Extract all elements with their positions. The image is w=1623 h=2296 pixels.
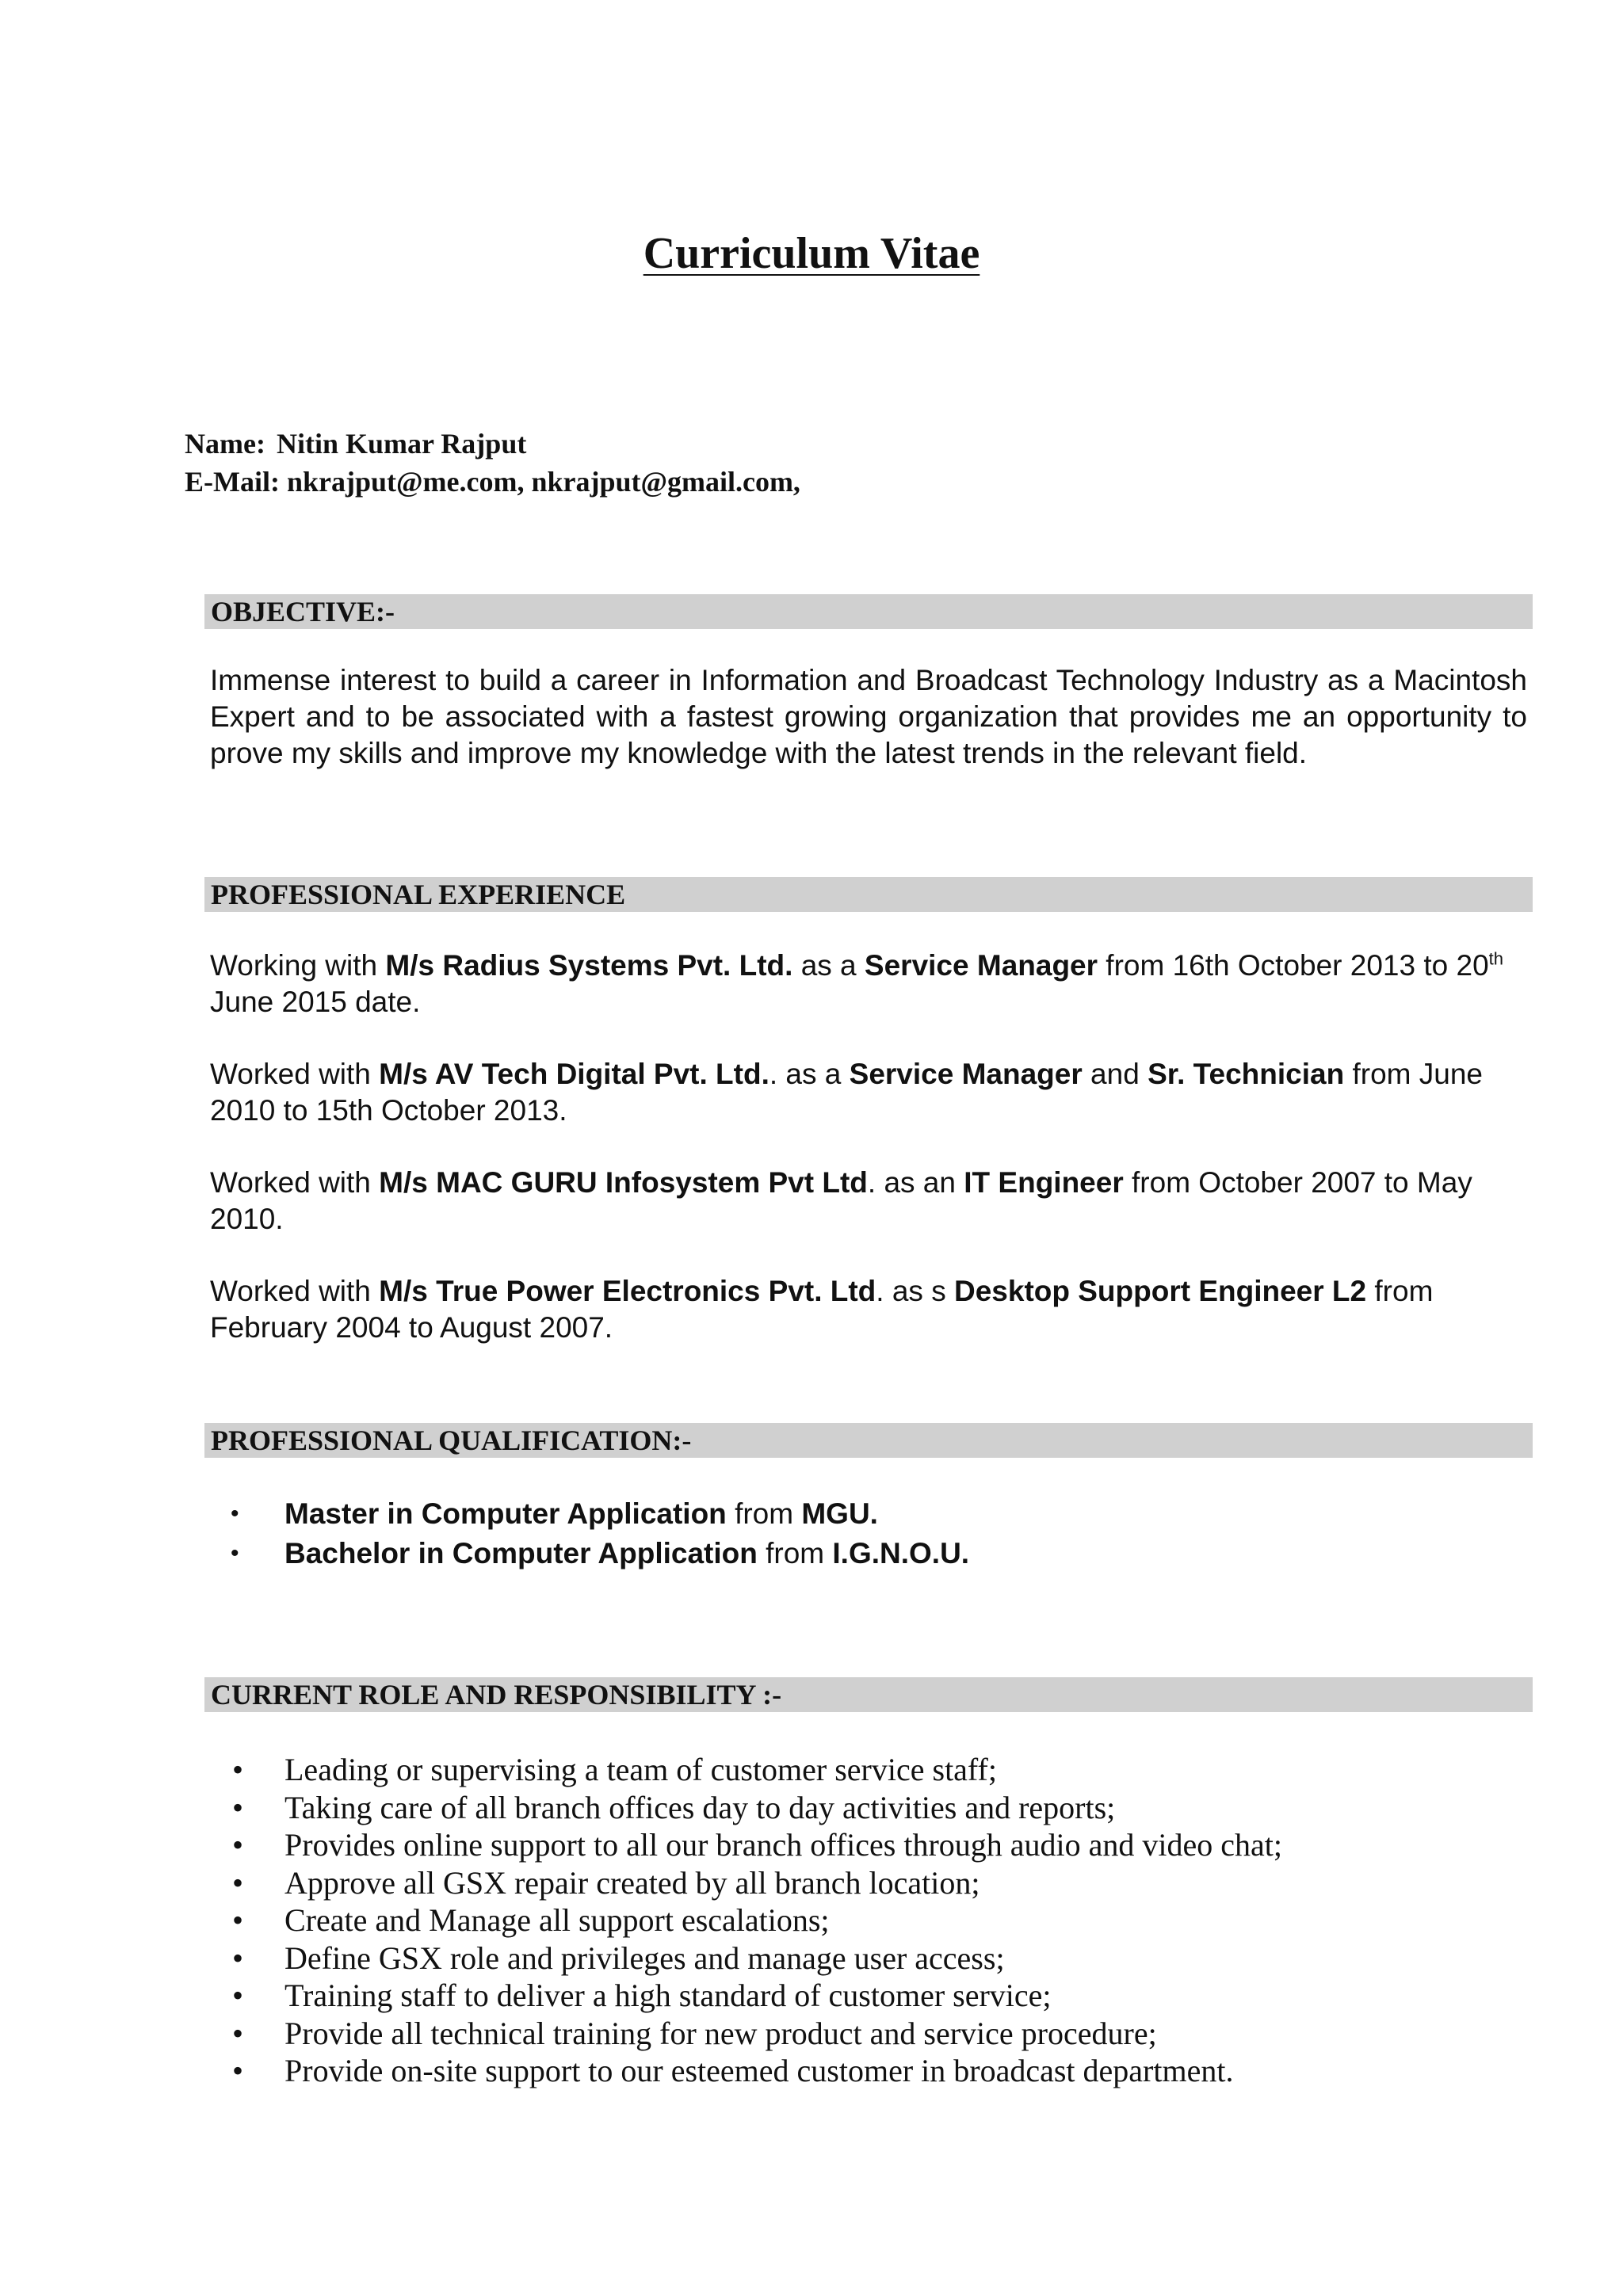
- objective-heading: OBJECTIVE:-: [204, 594, 1533, 629]
- experience-text: from 16th October 2013 to: [1098, 949, 1457, 982]
- list-item: [210, 1494, 1526, 1534]
- list-item: [210, 1826, 1526, 1864]
- bullet-icon: •: [232, 1789, 244, 1825]
- company-name: M/s Radius Systems Pvt. Ltd.: [385, 949, 793, 982]
- experience-text: Worked with: [210, 1166, 380, 1199]
- experience-text: 20: [1456, 949, 1489, 982]
- university-name: I.G.N.O.U.: [832, 1537, 970, 1569]
- name-row: [185, 425, 800, 463]
- experience-text: from October 2007 to May 2010.: [210, 1166, 1472, 1235]
- responsibility-heading: CURRENT ROLE AND RESPONSIBILITY :-: [204, 1677, 1533, 1712]
- bullet-icon: •: [232, 1902, 244, 1938]
- list-item: [210, 1901, 1526, 1939]
- experience-item: [210, 1273, 1527, 1346]
- qualification-heading: PROFESSIONAL QUALIFICATION:-: [204, 1423, 1533, 1458]
- experience-text: from February 2004 to August 2007.: [210, 1275, 1434, 1344]
- name-label: Name:: [185, 428, 265, 460]
- job-role: IT Engineer: [964, 1166, 1124, 1199]
- list-item: [210, 2015, 1526, 2053]
- bullet-icon: •: [232, 2053, 244, 2088]
- responsibility-text: Training staff to deliver a high standard of customer service;: [285, 1978, 1052, 2013]
- email-label: E-Mail:: [185, 466, 280, 498]
- job-role: Service Manager: [864, 949, 1098, 982]
- qualification-list: [210, 1494, 1526, 1573]
- objective-text: Immense interest to build a career in Information and Broadcast Technology Industry as a Macintosh Expert and to be associated with a fastest growing organization that provides me an opportunity to prove my skills and improve my knowledge with the latest trends in the relevant field.: [210, 664, 1527, 769]
- qualification-text: from: [757, 1537, 833, 1569]
- list-item: [210, 1789, 1526, 1827]
- bullet-icon: •: [232, 2015, 244, 2051]
- degree-name: Master in Computer Application: [285, 1497, 727, 1530]
- bullet-icon: •: [232, 1939, 244, 1976]
- bullet-icon: •: [232, 1978, 244, 2013]
- bullet-icon: •: [231, 1501, 239, 1527]
- company-name: M/s AV Tech Digital Pvt. Ltd.: [379, 1058, 769, 1090]
- list-item: [210, 1534, 1526, 1573]
- experience-text: . as an: [867, 1166, 964, 1199]
- ordinal-suffix: th: [1488, 948, 1504, 969]
- bullet-icon: •: [232, 1752, 244, 1787]
- company-name: M/s MAC GURU Infosystem Pvt Ltd: [379, 1166, 868, 1199]
- qualification-text: from: [726, 1497, 802, 1530]
- bullet-icon: •: [232, 1827, 244, 1863]
- responsibility-text: Provide all technical training for new product and service procedure;: [285, 2015, 1157, 2051]
- experience-text: June 2015 date.: [210, 986, 421, 1018]
- experience-item: [210, 1165, 1527, 1238]
- responsibility-list: [210, 1751, 1526, 2090]
- experience-text: . as a: [769, 1058, 850, 1090]
- responsibility-text: Create and Manage all support escalations;: [285, 1902, 830, 1938]
- experience-item: [210, 1056, 1527, 1129]
- document-title-text: Curriculum Vitae: [643, 229, 980, 278]
- bullet-icon: •: [231, 1540, 239, 1566]
- degree-name: Bachelor in Computer Application: [285, 1537, 758, 1569]
- job-role: Sr. Technician: [1148, 1058, 1345, 1090]
- experience-text: and: [1082, 1058, 1148, 1090]
- experience-text: as a: [792, 949, 865, 982]
- list-item: [210, 1939, 1526, 1978]
- responsibility-text: Approve all GSX repair created by all branch location;: [285, 1864, 980, 1901]
- email-row: [185, 463, 800, 501]
- document-title: [0, 231, 1623, 276]
- email-value: nkrajput@me.com, nkrajput@gmail.com,: [286, 466, 800, 498]
- experience-text: from June 2010 to 15th October 2013.: [210, 1058, 1483, 1127]
- list-item: [210, 2052, 1526, 2090]
- name-value: Nitin Kumar Rajput: [276, 428, 527, 460]
- responsibility-text: Taking care of all branch offices day to day activities and reports;: [285, 1789, 1116, 1825]
- experience-heading: PROFESSIONAL EXPERIENCE: [204, 877, 1533, 912]
- experience-text: . as s: [876, 1275, 954, 1307]
- responsibility-text: Provides online support to all our branch offices through audio and video chat;: [285, 1827, 1282, 1863]
- experience-text: Worked with: [210, 1275, 380, 1307]
- bullet-icon: •: [232, 1864, 244, 1901]
- responsibility-text: Define GSX role and privileges and manage user access;: [285, 1939, 1005, 1976]
- responsibility-text: Provide on-site support to our esteemed customer in broadcast department.: [285, 2053, 1234, 2088]
- experience-text: Worked with: [210, 1058, 380, 1090]
- list-item: [210, 1751, 1526, 1789]
- responsibility-text: Leading or supervising a team of customer service staff;: [285, 1752, 997, 1787]
- job-role: Desktop Support Engineer L2: [953, 1275, 1367, 1307]
- list-item: [210, 1864, 1526, 1902]
- company-name: M/s True Power Electronics Pvt. Ltd: [379, 1275, 876, 1307]
- experience-text: Working with: [210, 949, 386, 982]
- list-item: [210, 1977, 1526, 2015]
- contact-block: [185, 425, 800, 501]
- job-role: Service Manager: [849, 1058, 1083, 1090]
- experience-item: [210, 948, 1527, 1020]
- university-name: MGU.: [801, 1497, 878, 1530]
